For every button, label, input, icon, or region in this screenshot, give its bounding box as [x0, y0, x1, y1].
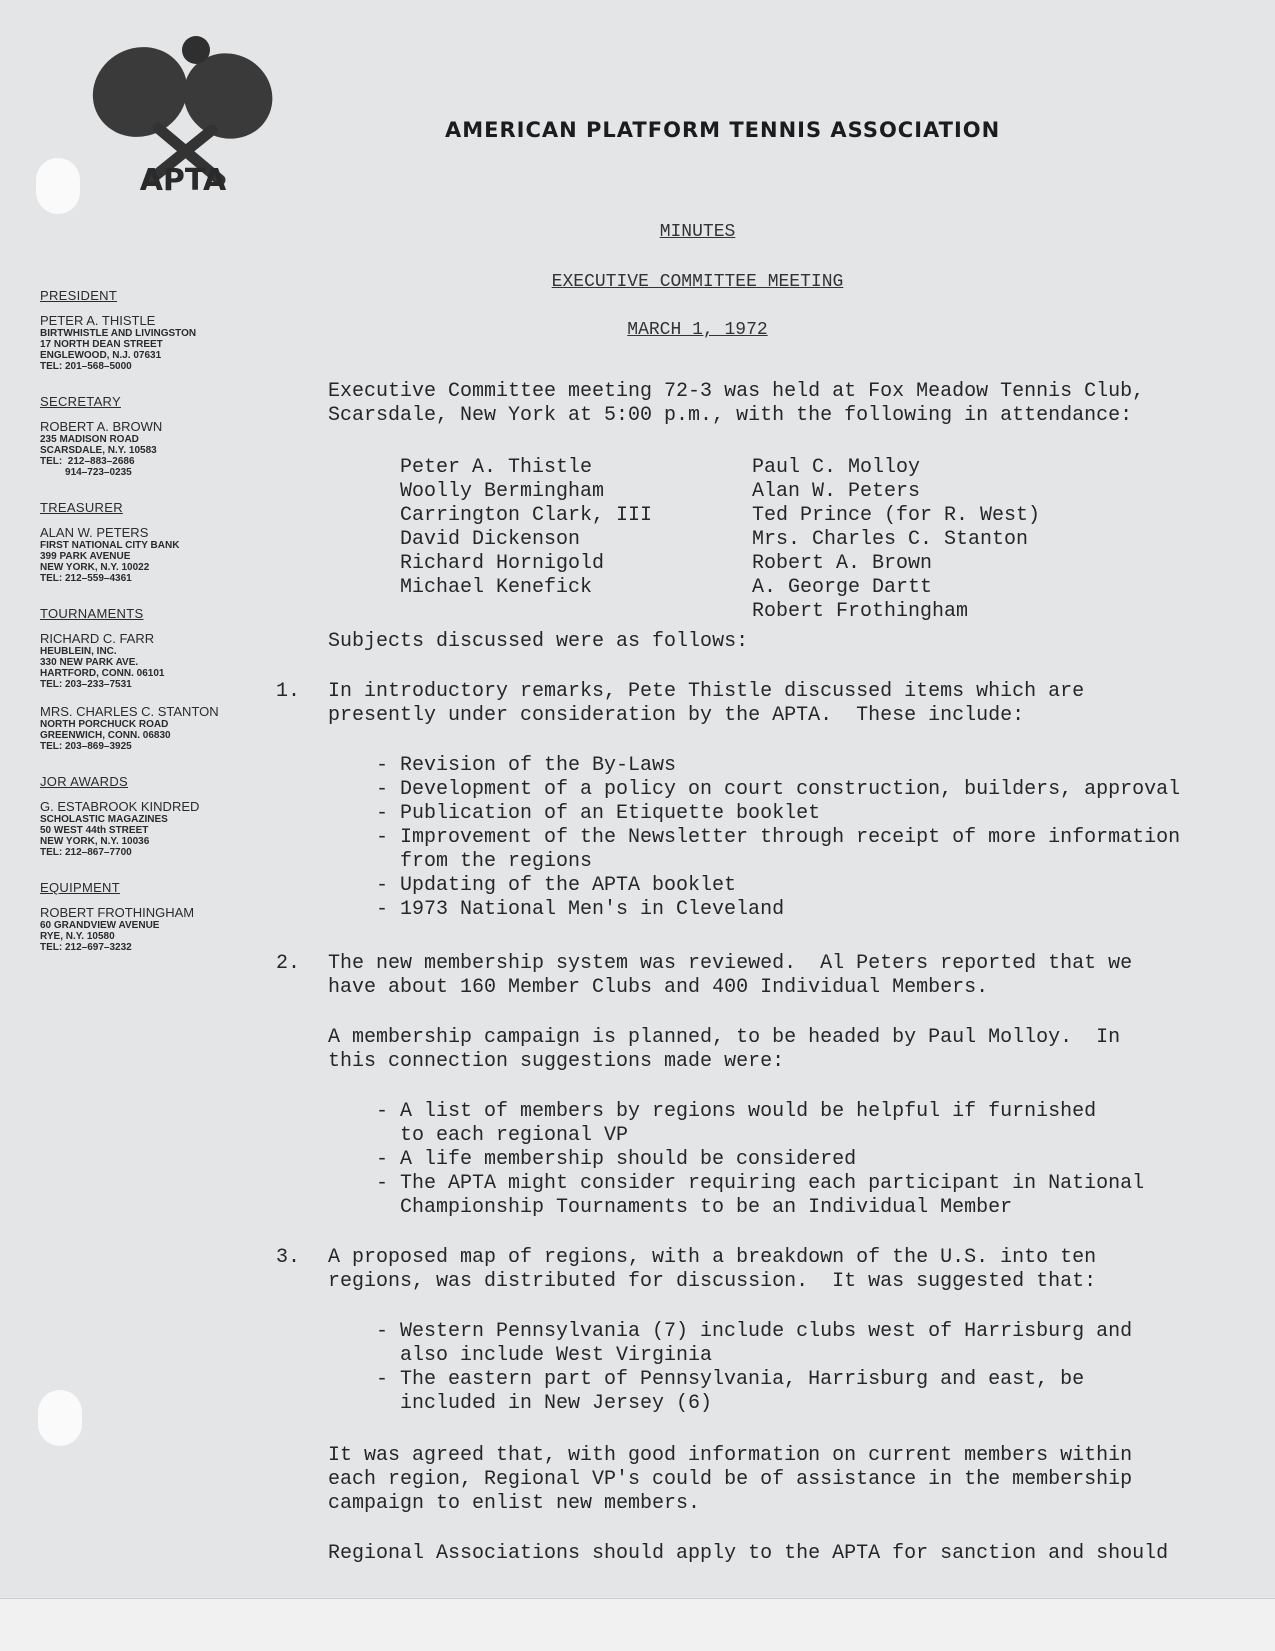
attendee-name: Peter A. Thistle	[400, 456, 593, 479]
logo-text: APTA	[139, 163, 227, 198]
attendee-name: Carrington Clark, III	[400, 504, 653, 527]
officer-address-line: 914–723–0235	[40, 467, 132, 478]
officer-address-line: NEW YORK, N.Y. 10036	[40, 836, 150, 847]
meeting-title: EXECUTIVE COMMITTEE MEETING	[551, 272, 844, 292]
officer-group	[40, 394, 275, 478]
officer-address-line: TEL: 212–559–4361	[40, 573, 132, 584]
officer-address-line: TEL: 201–568–5000	[40, 361, 132, 372]
attendee-name: Ted Prince (for R. West)	[752, 504, 1041, 527]
attendee-name: Woolly Bermingham	[400, 480, 605, 503]
officer-address-line: TEL: 212–867–7700	[40, 847, 132, 858]
officer-name: ROBERT FROTHINGHAM	[40, 905, 195, 920]
officer-address-line: TEL: 212–697–3232	[40, 942, 132, 953]
officer-contact	[40, 525, 275, 584]
item-text: In introductory remarks, Pete Thistle discussed items which are presently under consideration by the APTA. These include:	[328, 680, 1085, 727]
officer-address-line: TEL: 212–883–2686	[40, 456, 135, 467]
meeting-date: MARCH 1, 1972	[627, 320, 768, 340]
item-number: 2.	[276, 952, 301, 975]
officer-address-line: BIRTWHISTLE AND LIVINGSTON	[40, 328, 197, 339]
attendee-name: Robert A. Brown	[752, 552, 933, 575]
officer-address-line: 60 GRANDVIEW AVENUE	[40, 920, 160, 931]
officers-sidebar	[40, 288, 275, 975]
punch-hole	[36, 158, 80, 214]
officer-address-line: HARTFORD, CONN. 06101	[40, 668, 165, 679]
officer-contact	[40, 419, 275, 478]
officer-address-line: SCARSDALE, N.Y. 10583	[40, 445, 157, 456]
attendee-name: Richard Hornigold	[400, 552, 605, 575]
officer-address-line: 235 MADISON ROAD	[40, 434, 139, 445]
officer-heading: SECRETARY	[40, 394, 121, 409]
officer-address-line: RYE, N.Y. 10580	[40, 931, 115, 942]
officer-group	[40, 500, 275, 584]
bullet-list: - Revision of the By-Laws - Development of a policy on court construction, builders, approval - Publication of an Etiquette booklet - Improvement of the Newsletter through receipt of more information from the regions - Updating of the APTA booklet - 1973 National Men's in Cleveland	[376, 754, 1181, 921]
punch-hole	[38, 1390, 82, 1446]
attendee-name: Robert Frothingham	[752, 600, 969, 623]
officer-address-line: NEW YORK, N.Y. 10022	[40, 562, 150, 573]
officer-address-line: NORTH PORCHUCK ROAD	[40, 719, 169, 730]
officer-heading: TREASURER	[40, 500, 123, 515]
intro-paragraph: Executive Committee meeting 72-3 was held at Fox Meadow Tennis Club, Scarsdale, New York at 5:00 p.m., with the following in attendance:	[328, 380, 1145, 427]
item-number: 3.	[276, 1246, 301, 1269]
minutes-title: MINUTES	[659, 222, 736, 242]
officer-address-line: FIRST NATIONAL CITY BANK	[40, 540, 180, 551]
officer-name: PETER A. THISTLE	[40, 313, 156, 328]
officer-name: ROBERT A. BROWN	[40, 419, 163, 434]
officer-address-line: TEL: 203–233–7531	[40, 679, 132, 690]
officer-name: RICHARD C. FARR	[40, 631, 155, 646]
attendee-name: A. George Dartt	[752, 576, 933, 599]
officer-group	[40, 774, 275, 858]
officer-heading: TOURNAMENTS	[40, 606, 144, 621]
officer-group	[40, 606, 275, 752]
attendee-name: Michael Kenefick	[400, 576, 593, 599]
officer-address-line: SCHOLASTIC MAGAZINES	[40, 814, 168, 825]
officer-address-line: ENGLEWOOD, N.J. 07631	[40, 350, 162, 361]
officer-address-line: HEUBLEIN, INC.	[40, 646, 117, 657]
officer-address-line: 399 PARK AVENUE	[40, 551, 131, 562]
officer-address-line: GREENWICH, CONN. 06830	[40, 730, 171, 741]
officer-address-line: TEL: 203–869–3925	[40, 741, 132, 752]
attendance-list-right	[752, 456, 1040, 624]
officer-heading: EQUIPMENT	[40, 880, 120, 895]
officer-heading: PRESIDENT	[40, 288, 118, 303]
officer-contact	[40, 631, 275, 690]
bullet-list: - A list of members by regions would be helpful if furnished to each regional VP - A life membership should be considered - The APTA might consider requiring each participant in National Championship Tournaments to be an Individual Member	[376, 1100, 1145, 1219]
officer-contact	[40, 799, 275, 858]
officer-heading: JOR AWARDS	[40, 774, 128, 789]
item-text: A proposed map of regions, with a breakdown of the U.S. into ten regions, was distributed for discussion. It was suggested that:	[328, 1246, 1097, 1293]
attendance-list-left	[400, 456, 652, 600]
officer-name: G. ESTABROOK KINDRED	[40, 799, 200, 814]
organization-name: AMERICAN PLATFORM TENNIS ASSOCIATION	[445, 118, 1001, 142]
item-paragraph: It was agreed that, with good information on current members within each region, Regional VP's could be of assistance in the membership campaign to enlist new members.	[328, 1444, 1133, 1515]
subjects-intro: Subjects discussed were as follows:	[328, 630, 749, 653]
page-bottom-edge	[0, 1598, 1275, 1651]
item-number: 1.	[276, 680, 301, 703]
attendee-name: David Dickenson	[400, 528, 581, 551]
officer-address-line: 50 WEST 44th STREET	[40, 825, 149, 836]
officer-address-line: 17 NORTH DEAN STREET	[40, 339, 163, 350]
officer-contact	[40, 704, 275, 752]
crossed-paddles-icon	[88, 31, 278, 180]
attendee-name: Paul C. Molloy	[752, 456, 921, 479]
apta-logo	[88, 30, 278, 200]
item-paragraph: A membership campaign is planned, to be headed by Paul Molloy. In this connection suggestions made were:	[328, 1026, 1121, 1073]
officer-group	[40, 880, 275, 953]
item-text: The new membership system was reviewed. Al Peters reported that we have about 160 Member Clubs and 400 Individual Members.	[328, 952, 1133, 999]
bullet-list: - Western Pennsylvania (7) include clubs west of Harrisburg and also include West Virginia - The eastern part of Pennsylvania, Harrisburg and east, be included in New Jersey (6)	[376, 1320, 1133, 1415]
attendee-name: Mrs. Charles C. Stanton	[752, 528, 1029, 551]
officer-address-line: 330 NEW PARK AVE.	[40, 657, 139, 668]
officer-name: ALAN W. PETERS	[40, 525, 149, 540]
attendee-name: Alan W. Peters	[752, 480, 921, 503]
officer-contact	[40, 905, 275, 953]
officer-name: MRS. CHARLES C. STANTON	[40, 704, 219, 719]
item-paragraph: Regional Associations should apply to the APTA for sanction and should	[328, 1542, 1169, 1565]
